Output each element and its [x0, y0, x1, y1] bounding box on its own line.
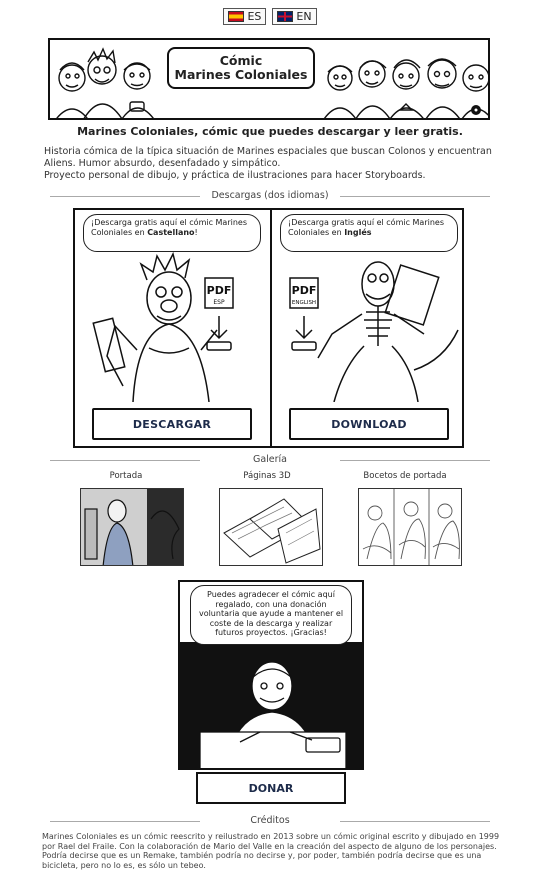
panel-divider [270, 210, 272, 446]
page-tagline: Marines Coloniales, cómic que puedes descargar y leer gratis. [77, 125, 463, 138]
banner-title-line2: Marines Coloniales [174, 67, 308, 82]
language-selector [0, 8, 540, 25]
intro-line-2: Proyecto personal de dibujo, y práctica de ilustraciones para hacer Storyboards. [44, 170, 426, 181]
gallery-label-paginas-3d: Páginas 3D [243, 471, 291, 481]
english-bubble-language: Inglés [344, 228, 372, 237]
spanish-bubble-end: ! [194, 228, 198, 237]
donation-speech-bubble: Puedes agradecer el cómic aquí regalado, con una donación voluntaria que ayude a mantener el coste de la descarga y realizar futuros proyectos. ¡Gracias! [190, 585, 352, 645]
language-es-label: ES [247, 10, 262, 23]
language-es-button[interactable] [223, 8, 266, 25]
english-speech-bubble [280, 214, 458, 252]
banner-title-box [167, 47, 315, 89]
gallery-label-bocetos: Bocetos de portada [363, 471, 447, 481]
language-en-label: EN [296, 10, 312, 23]
english-bubble-text: ¡Descarga gratis aquí el cómic Marines Coloniales en [288, 218, 444, 237]
gallery-section-title: Galería [40, 454, 500, 465]
uk-flag-icon [277, 11, 293, 22]
cover-thumbnail-image [81, 489, 184, 566]
download-spanish-button[interactable]: DESCARGAR [92, 408, 252, 440]
gallery-thumb-portada[interactable] [80, 488, 184, 566]
spain-flag-icon [228, 11, 244, 22]
svg-text:PDF: PDF [206, 284, 232, 297]
credits-text: Marines Coloniales es un cómic reescrito y reilustrado en 2013 sobre un cómic original escrito y dibujado en 1999 por Rael del Fraile. Con la colaboración de Mario del Valle en la creación del aspecto de alguno de los personajes. Podría decirse que es un Remake, también podría no decirse y, por poder, también podría decirse que es una bicicleta, pero no lo es, es sólo un tebeo. [42, 832, 500, 870]
credits-section-title: Créditos [40, 815, 500, 826]
gallery-label-portada: Portada [109, 471, 143, 481]
download-english-button[interactable]: DOWNLOAD [289, 408, 449, 440]
donation-comic-panel [178, 580, 364, 770]
intro-text [44, 146, 504, 182]
donate-button[interactable]: DONAR [196, 772, 346, 804]
banner-title-line1: Cómic [219, 53, 263, 68]
intro-line-1: Historia cómica de la típica situación de Marines espaciales que buscan Colonos y encuentran Aliens. Humor absurdo, desenfadado y simpático. [44, 146, 492, 169]
cover-sketches-thumbnail-image [359, 489, 462, 566]
spanish-marine-illustration [77, 250, 267, 402]
svg-text:PDF: PDF [291, 284, 317, 297]
downloads-comic-panel [73, 208, 464, 448]
spanish-pdf-tag: ESP [213, 299, 225, 306]
spanish-bubble-language: Castellano [147, 228, 195, 237]
english-pdf-tag: ENGLISH [291, 300, 317, 306]
downloads-section-title: Descargas (dos idiomas) [40, 190, 500, 201]
spanish-speech-bubble [83, 214, 261, 252]
gallery-thumb-bocetos[interactable] [358, 488, 462, 566]
english-alien-illustration [274, 250, 464, 402]
spanish-bubble-text: ¡Descarga gratis aquí el cómic Marines Coloniales en [91, 218, 247, 237]
pages-3d-thumbnail-image [220, 489, 323, 566]
language-en-button[interactable] [272, 8, 316, 25]
header-banner [48, 38, 490, 120]
gallery-thumb-paginas-3d[interactable] [219, 488, 323, 566]
